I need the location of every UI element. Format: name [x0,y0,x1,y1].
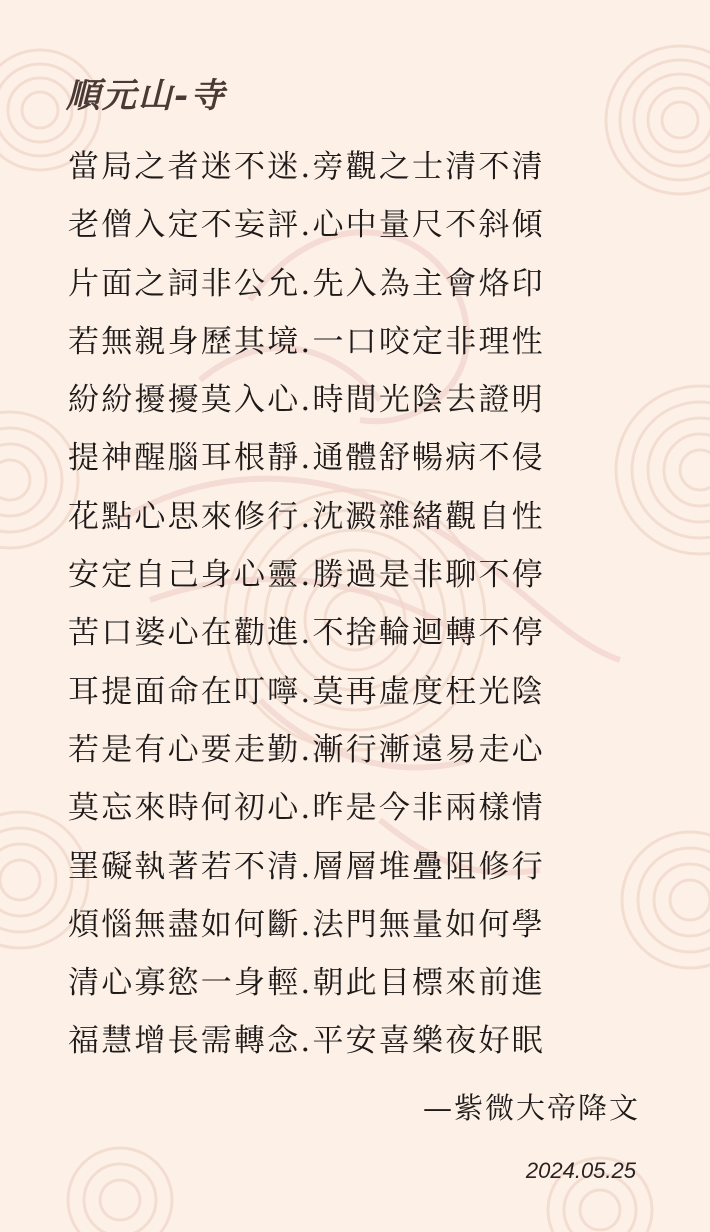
poem-line: 罣礙執著若不清.層層堆疊阻修行 [68,848,545,885]
poem [68,138,658,1071]
poem-line: 老僧入定不妄評.心中量尺不斜傾 [68,207,545,244]
poem-line: 片面之詞非公允.先入為主會烙印 [68,265,545,302]
poem-line: 煩惱無盡如何斷.法門無量如何學 [68,906,545,943]
attribution: —紫微大帝降文 [422,1091,640,1125]
poem-line: 清心寡慾一身輕.朝此目標來前進 [68,965,545,1002]
page-title: 順元山-寺 [66,76,227,116]
poem-line: 紛紛擾擾莫入心.時間光陰去證明 [68,382,545,419]
poem-line: 安定自己身心靈.勝過是非聊不停 [68,557,545,594]
poem-line: 苦口婆心在勸進.不捨輪迴轉不停 [68,615,545,652]
date: 2024.05.25 [525,1158,636,1183]
poem-line: 花點心思來修行.沈澱雜緒觀自性 [68,498,545,535]
poem-line: 莫忘來時何初心.昨是今非兩樣情 [68,790,545,827]
poem-line: 若無親身歷其境.一口咬定非理性 [68,323,545,360]
poem-line: 福慧增長需轉念.平安喜樂夜好眠 [68,1023,545,1060]
poem-line: 耳提面命在叮嚀.莫再虛度枉光陰 [68,673,545,710]
poem-line: 當局之者迷不迷.旁觀之士清不清 [68,149,545,185]
poem-line: 若是有心要走勤.漸行漸遠易走心 [68,731,545,768]
poem-line: 提神醒腦耳根靜.通體舒暢病不侵 [68,440,545,477]
